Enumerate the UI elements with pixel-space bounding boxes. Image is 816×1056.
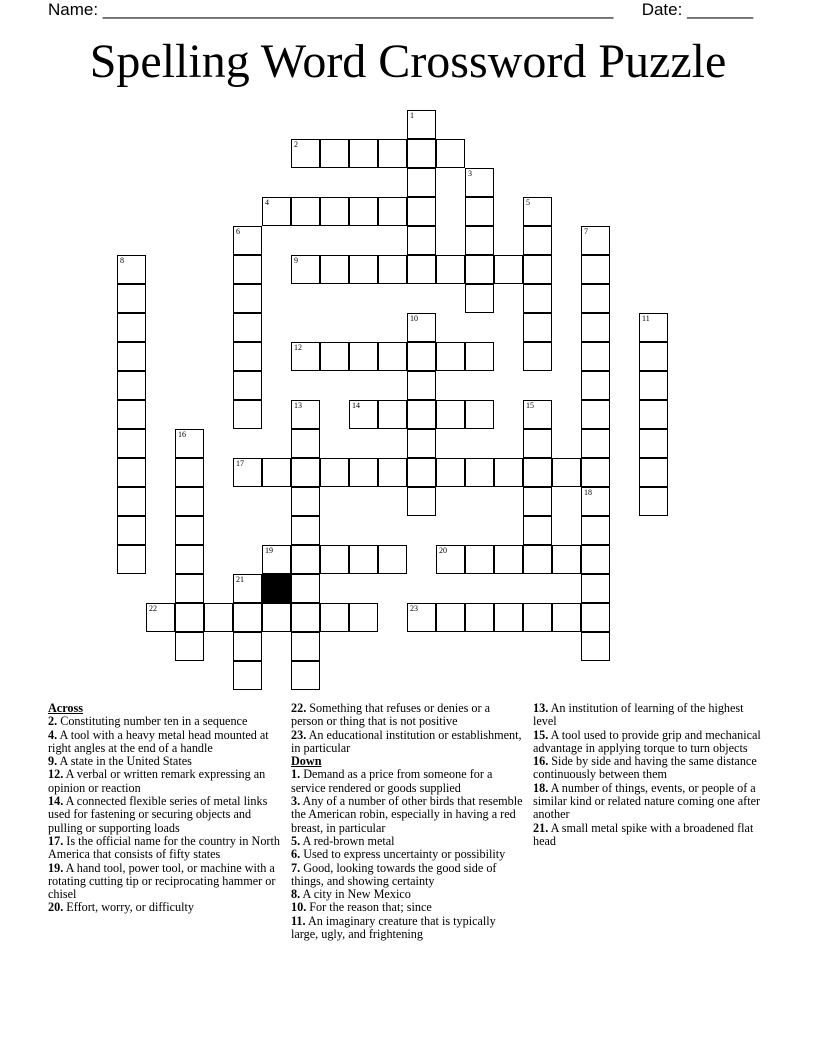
clue-across-12: 12. A verbal or written remark expressing an opinion or reaction: [48, 767, 266, 795]
grid-cell[interactable]: [349, 545, 378, 574]
date-label: Date:: [641, 0, 688, 19]
grid-cell[interactable]: [436, 545, 465, 574]
grid-cell[interactable]: [175, 603, 204, 632]
clue-number: 14: [352, 401, 360, 410]
header-line: [48, 0, 753, 20]
clue-number: 9: [294, 256, 298, 265]
grid-cell[interactable]: [291, 574, 320, 603]
clue-number: 19: [265, 546, 273, 555]
grid-cell[interactable]: [552, 458, 581, 487]
grid-cell[interactable]: [117, 458, 146, 487]
grid-cell[interactable]: [407, 487, 436, 516]
grid-cell[interactable]: [233, 226, 262, 255]
grid-cell[interactable]: [233, 255, 262, 284]
clue-number: 13: [294, 401, 302, 410]
grid-cell[interactable]: [407, 226, 436, 255]
clues-column-1: [48, 702, 280, 915]
clue-across-20: 20. Effort, worry, or difficulty: [48, 900, 194, 915]
grid-cell[interactable]: [581, 487, 610, 516]
grid-cell[interactable]: [465, 545, 494, 574]
clue-down-8: 8. A city in New Mexico: [291, 887, 411, 902]
grid-cell[interactable]: [581, 574, 610, 603]
grid-cell[interactable]: [291, 632, 320, 661]
clues-column-2: [291, 702, 523, 941]
clue-down-13: 13. An institution of learning of the highest level: [533, 701, 744, 729]
grid-cell[interactable]: [320, 458, 349, 487]
clue-number: 18: [584, 488, 592, 497]
grid-cell[interactable]: [291, 603, 320, 632]
name-label: Name:: [48, 0, 103, 19]
grid-cell[interactable]: [581, 632, 610, 661]
grid-cell[interactable]: [494, 603, 523, 632]
grid-cell[interactable]: [581, 313, 610, 342]
grid-cell[interactable]: [349, 197, 378, 226]
date-field[interactable]: _______: [687, 0, 754, 19]
grid-cell[interactable]: [291, 661, 320, 690]
grid-cell[interactable]: [465, 168, 494, 197]
grid-cell[interactable]: [436, 342, 465, 371]
clue-number: 7: [584, 227, 588, 236]
grid-cell[interactable]: [407, 400, 436, 429]
grid-cell[interactable]: [117, 487, 146, 516]
grid-cell[interactable]: [639, 371, 668, 400]
grid-cell[interactable]: [291, 400, 320, 429]
grid-cell[interactable]: [233, 371, 262, 400]
clue-number: 20: [439, 546, 447, 555]
grid-cell[interactable]: [349, 400, 378, 429]
grid-cell[interactable]: [639, 342, 668, 371]
grid-cell[interactable]: [117, 342, 146, 371]
grid-cell[interactable]: [581, 429, 610, 458]
grid-cell[interactable]: [320, 255, 349, 284]
clue-down-11: 11. An imaginary creature that is typically large, ugly, and frightening: [291, 913, 496, 942]
grid-cell[interactable]: [117, 516, 146, 545]
grid-cell[interactable]: [581, 458, 610, 487]
grid-cell[interactable]: [320, 545, 349, 574]
clue-number: 17: [236, 459, 244, 468]
clue-down-1: 1. Demand as a price from someone for a service rendered or goods supplied: [291, 767, 493, 795]
clue-number: 16: [178, 430, 186, 439]
clue-number: 1: [410, 111, 414, 120]
grid-cell[interactable]: [349, 139, 378, 168]
grid-cell[interactable]: [204, 603, 233, 632]
grid-cell[interactable]: [233, 313, 262, 342]
grid-cell[interactable]: [581, 226, 610, 255]
grid-cell[interactable]: [407, 371, 436, 400]
clue-down-16: 16. Side by side and having the same distance continuously between them: [533, 754, 757, 782]
clue-number: 12: [294, 343, 302, 352]
grid-cell[interactable]: [117, 255, 146, 284]
clue-number: 8: [120, 256, 124, 265]
grid-cell[interactable]: [407, 139, 436, 168]
down-heading: Down: [291, 754, 322, 769]
grid-cell[interactable]: [262, 545, 291, 574]
grid-cell[interactable]: [465, 603, 494, 632]
grid-cell[interactable]: [639, 429, 668, 458]
clue-down-18: 18. A number of things, events, or people of a similar kind or related nature coming one after another: [533, 780, 761, 822]
grid-cell[interactable]: [523, 342, 552, 371]
grid-cell[interactable]: [581, 545, 610, 574]
clue-number: 21: [236, 575, 244, 584]
grid-cell[interactable]: [494, 545, 523, 574]
grid-cell[interactable]: [175, 574, 204, 603]
grid-cell[interactable]: [146, 603, 175, 632]
page-title: Spelling Word Crossword Puzzle: [89, 35, 727, 88]
grid-cell[interactable]: [320, 603, 349, 632]
grid-cell[interactable]: [349, 603, 378, 632]
grid-cell[interactable]: [262, 458, 291, 487]
grid-cell[interactable]: [523, 458, 552, 487]
grid-cell[interactable]: [494, 458, 523, 487]
clue-number: 2: [294, 140, 298, 149]
grid-cell[interactable]: [291, 197, 320, 226]
clue-number: 23: [410, 604, 418, 613]
grid-cell[interactable]: [117, 400, 146, 429]
clue-down-3: 3. Any of a number of other birds that resemble the American robin, especially in having a red breast, in particular: [291, 794, 523, 835]
clue-down-7: 7. Good, looking towards the good side of things, and showing certainty: [291, 860, 497, 888]
grid-cell[interactable]: [523, 313, 552, 342]
grid-cell[interactable]: [378, 342, 407, 371]
grid-cell[interactable]: [175, 632, 204, 661]
grid-cell[interactable]: [378, 255, 407, 284]
grid-cell[interactable]: [349, 458, 378, 487]
grid-cell[interactable]: [639, 313, 668, 342]
grid-cell[interactable]: [581, 342, 610, 371]
across-heading: Across: [48, 701, 83, 715]
grid-cell[interactable]: [320, 197, 349, 226]
grid-cell[interactable]: [117, 429, 146, 458]
grid-cell[interactable]: [291, 545, 320, 574]
grid-cell[interactable]: [407, 429, 436, 458]
clue-across-14: 14. A connected flexible series of metal links used for fastening or securing objects and pulling or supporting loads: [48, 794, 268, 835]
grid-cell[interactable]: [320, 342, 349, 371]
grid-cell[interactable]: [233, 400, 262, 429]
grid-cell[interactable]: [639, 400, 668, 429]
grid-cell[interactable]: [407, 255, 436, 284]
grid-cell[interactable]: [378, 545, 407, 574]
grid-cell[interactable]: [175, 487, 204, 516]
grid-cell[interactable]: [523, 516, 552, 545]
grid-cell[interactable]: [291, 139, 320, 168]
grid-cell[interactable]: [465, 284, 494, 313]
grid-cell[interactable]: [291, 458, 320, 487]
grid-cell[interactable]: [175, 458, 204, 487]
name-field[interactable]: ______________________________________________________: [102, 0, 614, 19]
grid-cell[interactable]: [523, 284, 552, 313]
grid-cell[interactable]: [175, 429, 204, 458]
grid-cell[interactable]: [465, 197, 494, 226]
grid-cell[interactable]: [117, 545, 146, 574]
grid-cell[interactable]: [175, 545, 204, 574]
grid-cell[interactable]: [436, 458, 465, 487]
grid-cell[interactable]: [581, 603, 610, 632]
clue-down-6: 6. Used to express uncertainty or possibility: [291, 847, 506, 862]
clue-across-9: 9. A state in the United States: [48, 754, 192, 769]
grid-cell[interactable]: [581, 371, 610, 400]
black-square: [262, 574, 291, 603]
grid-cell[interactable]: [407, 313, 436, 342]
clue-across-23: 23. An educational institution or establishment, in particular: [291, 727, 522, 755]
grid-cell[interactable]: [523, 429, 552, 458]
grid-cell[interactable]: [436, 139, 465, 168]
grid-cell[interactable]: [262, 603, 291, 632]
grid-cell[interactable]: [233, 458, 262, 487]
grid-cell[interactable]: [291, 255, 320, 284]
grid-cell[interactable]: [552, 603, 581, 632]
grid-cell[interactable]: [291, 342, 320, 371]
grid-cell[interactable]: [262, 197, 291, 226]
grid-cell[interactable]: [349, 255, 378, 284]
grid-cell[interactable]: [320, 139, 349, 168]
grid-cell[interactable]: [465, 400, 494, 429]
clue-down-21: 21. A small metal spike with a broadened flat head: [533, 820, 754, 848]
grid-cell[interactable]: [233, 632, 262, 661]
grid-cell[interactable]: [436, 255, 465, 284]
grid-cell[interactable]: [465, 458, 494, 487]
grid-cell[interactable]: [378, 197, 407, 226]
grid-cell[interactable]: [378, 400, 407, 429]
grid-cell[interactable]: [233, 284, 262, 313]
grid-cell[interactable]: [407, 603, 436, 632]
grid-cell[interactable]: [291, 429, 320, 458]
clue-number: 22: [149, 604, 157, 613]
grid-cell[interactable]: [523, 255, 552, 284]
grid-cell[interactable]: [465, 226, 494, 255]
grid-cell[interactable]: [465, 342, 494, 371]
clue-number: 4: [265, 198, 269, 207]
clue-number: 10: [410, 314, 418, 323]
clue-down-10: 10. For the reason that; since: [291, 900, 432, 915]
clue-number: 5: [526, 198, 530, 207]
clue-down-15: 15. A tool used to provide grip and mechanical advantage in applying torque to turn objects: [533, 727, 761, 755]
clues-column-3: [533, 702, 765, 848]
grid-cell[interactable]: [494, 255, 523, 284]
clue-number: 3: [468, 169, 472, 178]
grid-cell[interactable]: [378, 139, 407, 168]
grid-cell[interactable]: [407, 197, 436, 226]
clue-number: 6: [236, 227, 240, 236]
grid-cell[interactable]: [233, 661, 262, 690]
grid-cell[interactable]: [523, 603, 552, 632]
grid-cell[interactable]: [552, 545, 581, 574]
grid-cell[interactable]: [436, 400, 465, 429]
grid-cell[interactable]: [407, 458, 436, 487]
grid-cell[interactable]: [581, 255, 610, 284]
grid-cell[interactable]: [378, 458, 407, 487]
grid-cell[interactable]: [581, 516, 610, 545]
grid-cell[interactable]: [117, 284, 146, 313]
grid-cell[interactable]: [407, 342, 436, 371]
grid-cell[interactable]: [465, 255, 494, 284]
grid-cell[interactable]: [407, 168, 436, 197]
grid-cell[interactable]: [117, 313, 146, 342]
grid-cell[interactable]: [639, 458, 668, 487]
grid-cell[interactable]: [581, 400, 610, 429]
grid-cell[interactable]: [523, 545, 552, 574]
grid-cell[interactable]: [291, 487, 320, 516]
grid-cell[interactable]: [523, 197, 552, 226]
grid-cell[interactable]: [233, 342, 262, 371]
clue-across-17: 17. Is the official name for the country in North America that consists of fifty states: [48, 833, 280, 862]
clue-across-4: 4. A tool with a heavy metal head mounted at right angles at the end of a handle: [48, 727, 269, 755]
clue-number: 15: [526, 401, 534, 410]
grid-cell[interactable]: [523, 400, 552, 429]
grid-cell[interactable]: [233, 574, 262, 603]
grid-cell[interactable]: [291, 516, 320, 545]
grid-cell[interactable]: [523, 487, 552, 516]
clue-across-2: 2. Constituting number ten in a sequence: [48, 714, 248, 729]
clue-across-22: 22. Something that refuses or denies or a person or thing that is not positive: [291, 701, 491, 729]
grid-cell[interactable]: [523, 226, 552, 255]
grid-cell[interactable]: [581, 284, 610, 313]
grid-cell[interactable]: [436, 603, 465, 632]
grid-cell[interactable]: [233, 603, 262, 632]
grid-cell[interactable]: [407, 110, 436, 139]
grid-cell[interactable]: [349, 342, 378, 371]
grid-cell[interactable]: [639, 487, 668, 516]
grid-cell[interactable]: [175, 516, 204, 545]
clue-across-19: 19. A hand tool, power tool, or machine with a rotating cutting tip or reciprocating hammer or chisel: [48, 860, 276, 902]
grid-cell[interactable]: [117, 371, 146, 400]
clue-number: 11: [642, 314, 650, 323]
clue-down-5: 5. A red-brown metal: [291, 833, 395, 848]
